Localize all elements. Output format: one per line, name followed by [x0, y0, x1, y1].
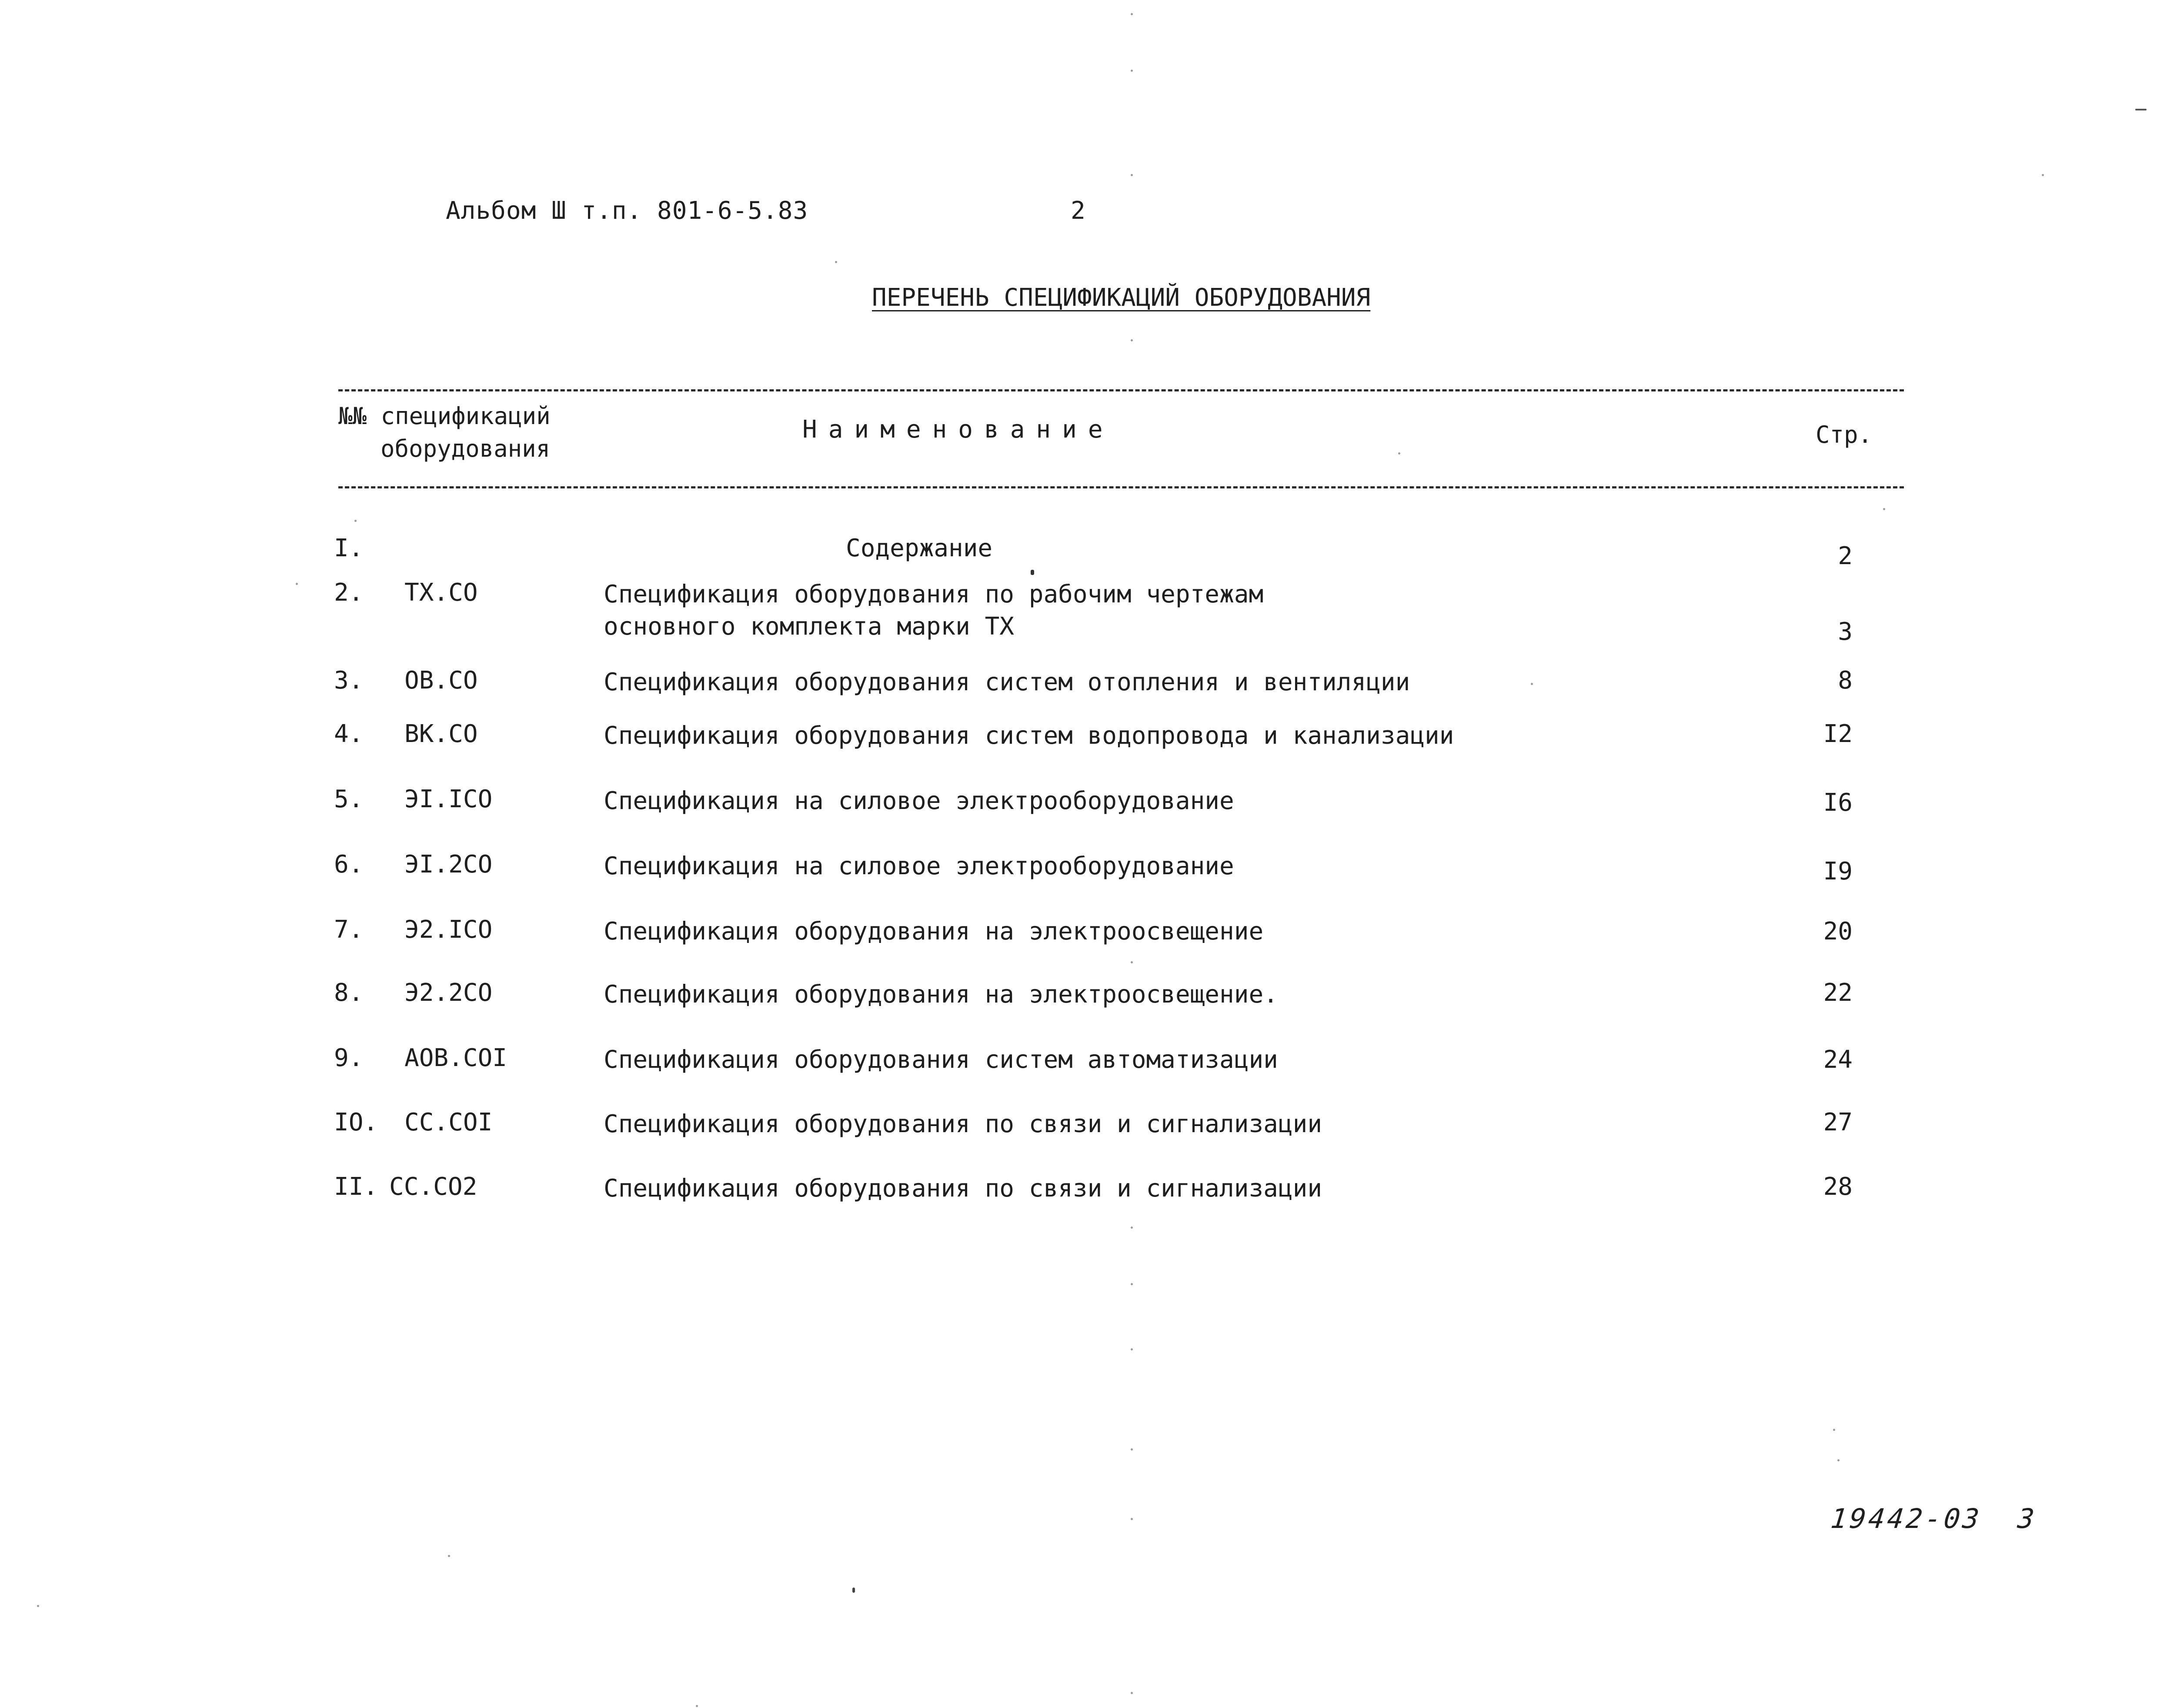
row-number: 4. [334, 720, 364, 748]
row-page: 22 [1823, 979, 1853, 1007]
row-number: 9. [334, 1044, 364, 1072]
row-name: Спецификация оборудования по связи и сигнализации [604, 1174, 1322, 1203]
row-page: I6 [1823, 789, 1853, 817]
row-name: Спецификация на силовое электрооборудование [604, 787, 1234, 815]
row-page: 2 [1838, 542, 1853, 570]
column-header-name: Наименование [802, 415, 1114, 444]
row-code: СС.СО2 [389, 1173, 477, 1201]
row-name: Спецификация оборудования по связи и сигнализации [604, 1110, 1322, 1138]
row-name: Спецификация оборудования систем отопления и вентиляции [604, 668, 1410, 696]
row-page: 24 [1823, 1046, 1853, 1074]
row-name: Спецификация на силовое электрооборудование [604, 852, 1234, 880]
row-page: 3 [1838, 618, 1853, 646]
header-top-rule [338, 389, 1904, 391]
row-code: ЭI.2СО [404, 850, 493, 879]
row-number: I. [334, 534, 364, 562]
row-name: Содержание [846, 534, 993, 562]
row-code: ОВ.СО [404, 666, 478, 695]
row-name: Спецификация оборудования по рабочим чертежам [604, 580, 1264, 608]
column-header-number-line2: оборудования [381, 435, 551, 462]
row-code: ЭI.IСО [404, 785, 493, 813]
header-page-number: 2 [1071, 197, 1086, 225]
row-number: 7. [334, 916, 364, 944]
row-code: Э2.2СО [404, 979, 493, 1007]
row-code: Э2.IСО [404, 916, 493, 944]
row-number: 3. [334, 666, 364, 695]
row-page: 27 [1823, 1108, 1853, 1136]
sheet-number: 3 [2016, 1503, 2039, 1534]
row-number: II. [334, 1173, 378, 1201]
album-reference: Альбом Ш т.п. 801-6-5.83 [446, 197, 808, 225]
row-number: 5. [334, 785, 364, 813]
row-code: ТХ.СО [404, 578, 478, 607]
column-header-number-line1: №№ спецификаций [338, 402, 551, 430]
row-code: АОВ.СОI [404, 1044, 508, 1072]
row-page: 8 [1838, 666, 1853, 695]
row-name: Спецификация оборудования систем водопровода и канализации [604, 722, 1454, 750]
row-name: Спецификация оборудования систем автоматизации [604, 1046, 1278, 1074]
row-page: I2 [1823, 720, 1853, 748]
row-name: Спецификация оборудования на электроосвещение [604, 917, 1264, 946]
row-name-continued: основного комплекта марки ТХ [604, 612, 1015, 641]
inventory-number: 19442-03 [1829, 1503, 1983, 1534]
row-number: IO. [334, 1108, 378, 1136]
row-page: 20 [1823, 917, 1853, 946]
row-page: 28 [1823, 1173, 1853, 1201]
row-number: 6. [334, 850, 364, 879]
row-number: 2. [334, 578, 364, 607]
column-header-page: Стр. [1816, 421, 1873, 448]
row-code: СС.СОI [404, 1108, 493, 1136]
header-bottom-rule [338, 486, 1904, 488]
page-title: ПЕРЕЧЕНЬ СПЕЦИФИКАЦИЙ ОБОРУДОВАНИЯ [872, 284, 1371, 312]
row-code: ВК.СО [404, 720, 478, 748]
row-number: 8. [334, 979, 364, 1007]
row-page: I9 [1823, 857, 1853, 886]
row-name: Спецификация оборудования на электроосвещение. [604, 980, 1278, 1009]
